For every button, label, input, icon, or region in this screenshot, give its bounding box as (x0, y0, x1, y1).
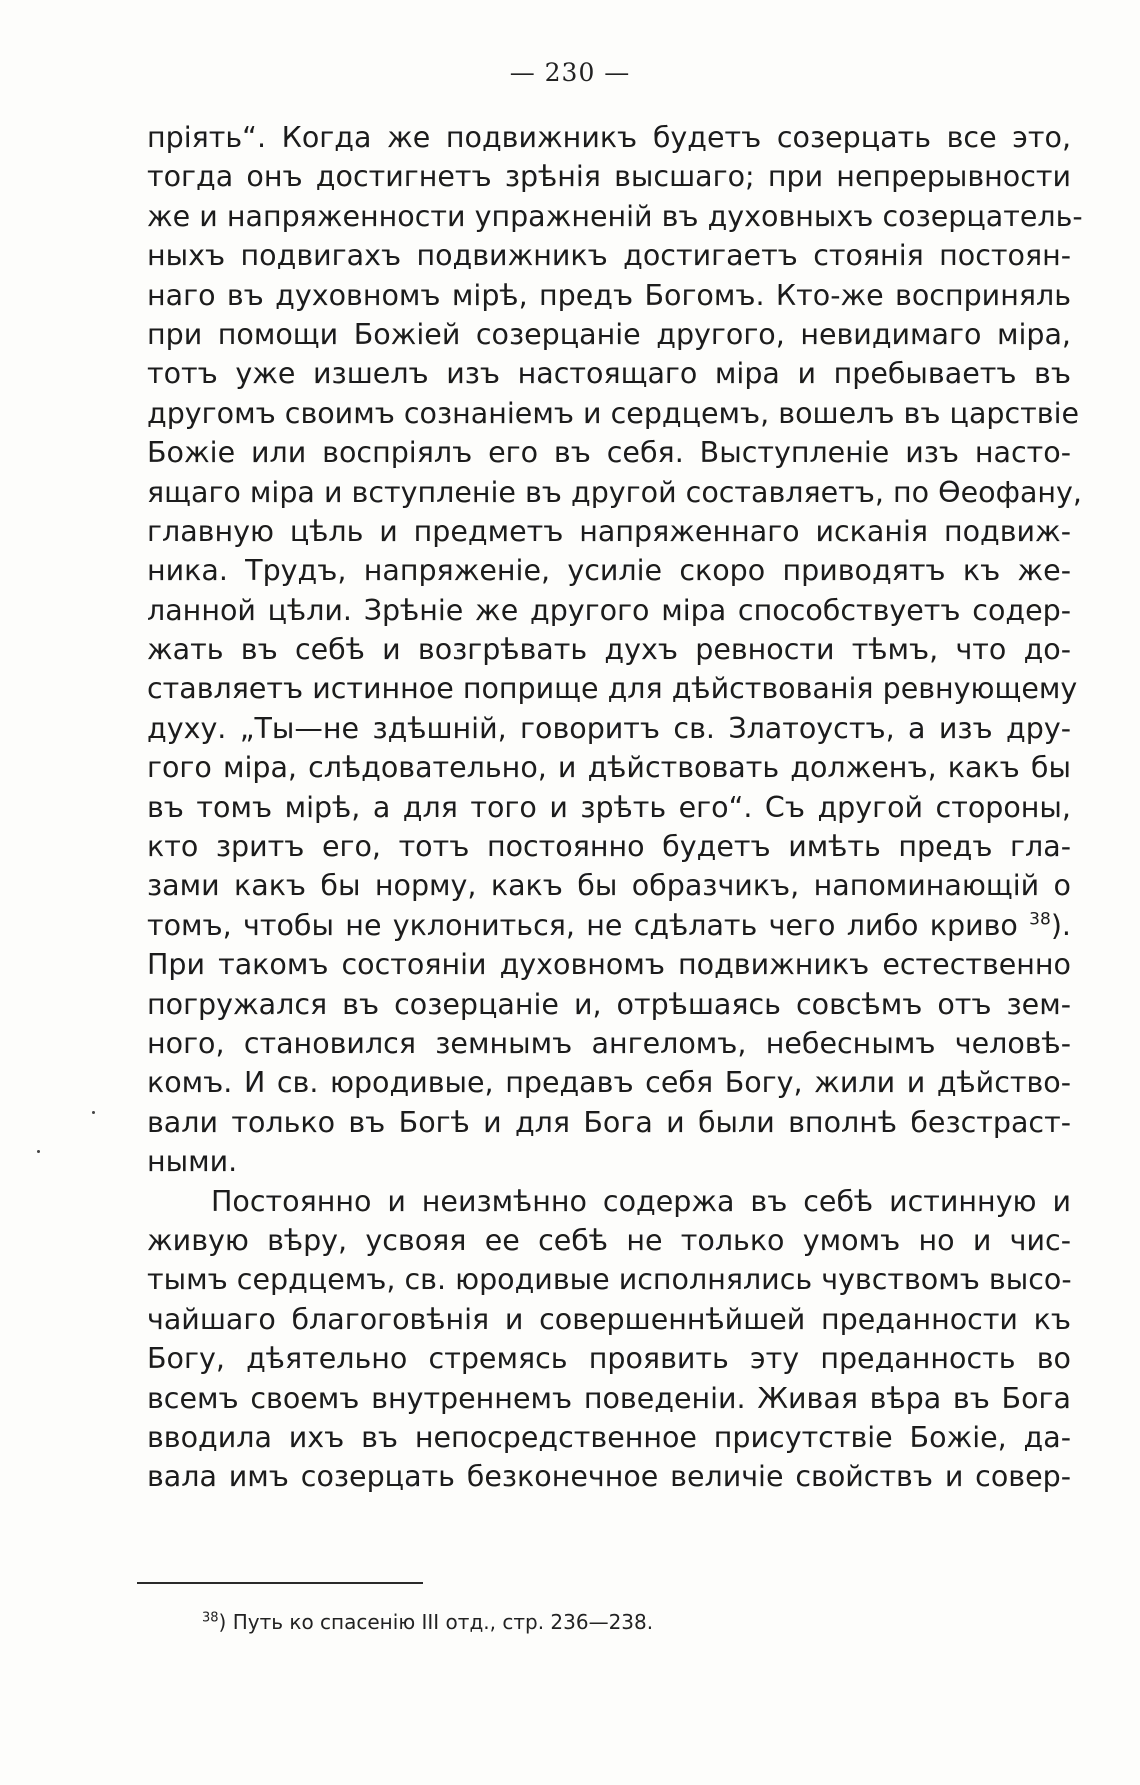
scan-speck (37, 1150, 40, 1153)
text-line: ящаго міра и вступленіе въ другой составляетъ, по Ѳеофану, (147, 475, 1082, 509)
text-line: наго въ духовномъ мірѣ, предъ Богомъ. Кто-же восприняль (147, 278, 1071, 312)
text-line-with-footnote-ref (147, 906, 1071, 945)
footnote (202, 1610, 653, 1634)
text-line: ныхъ подвигахъ подвижникъ достигаетъ стоянія постоян- (147, 239, 1071, 273)
text-line: комъ. И св. юродивые, предавъ себя Богу, жили и дѣйство- (147, 1066, 1071, 1100)
text-line: пріять“. Когда же подвижникъ будетъ созерцать все это, (147, 121, 1071, 154)
text-line: ланной цѣли. Зрѣніе же другого міра способствуетъ содер- (147, 593, 1071, 627)
text-line: главную цѣль и предметъ напряженнаго исканія подвиж- (147, 514, 1071, 548)
text-line: томъ, чтобы не уклониться, не сдѣлать чего либо криво (147, 908, 1018, 942)
paragraph-start-line: Постоянно и неизмѣнно содержа въ себѣ истинную и (211, 1184, 1071, 1218)
text-line: При такомъ состояніи духовномъ подвижникъ естественно (147, 948, 1071, 982)
text-line: тымъ сердцемъ, св. юродивые исполнялись чувствомъ высо- (147, 1263, 1072, 1297)
footnote-reference: 38 (1029, 909, 1051, 930)
text-line: зами какъ бы норму, какъ бы образчикъ, напоминающій о (147, 869, 1071, 903)
text-line: въ томъ мірѣ, а для того и зрѣть его“. Съ другой стороны, (147, 790, 1071, 824)
text-line: ставляетъ истинное поприще для дѣйствованія ревнующему (147, 672, 1078, 706)
footnote-divider (137, 1582, 423, 1584)
page-number: — 230 — (509, 58, 631, 87)
text-line: чайшаго благоговѣнія и совершеннѣйшей преданности къ (147, 1302, 1071, 1336)
text-line: же и напряженности упражненій въ духовныхъ созерцатель- (147, 199, 1083, 233)
text-line: ника. Трудъ, напряженіе, усиліе скоро приводятъ къ же- (147, 554, 1071, 588)
text-line: ного, становился земнымъ ангеломъ, небеснымъ человѣ- (147, 1026, 1071, 1060)
text-line: жать въ себѣ и возгрѣвать духъ ревности тѣмъ, что до- (147, 633, 1071, 667)
paragraph-end-line: ными. (147, 1145, 238, 1179)
footnote-text: ) Путь ко спасенію III отд., стр. 236—238. (218, 1610, 654, 1634)
text-line: Богу, дѣятельно стремясь проявить эту преданность во (147, 1342, 1071, 1376)
text-line: вводила ихъ въ непосредственное присутствіе Божіе, да- (147, 1420, 1071, 1454)
footnote-marker: 38 (202, 1610, 219, 1626)
text-line: живую вѣру, усвояя ее себѣ не только умомъ но и чис- (147, 1223, 1071, 1257)
text-line: всемъ своемъ внутреннемъ поведеніи. Живая вѣра въ Бога (147, 1381, 1071, 1415)
text-line: Божіе или воспріялъ его въ себя. Выступленіе изъ насто- (147, 436, 1071, 470)
scan-speck (92, 1111, 95, 1114)
text-line: при помощи Божіей созерцаніе другого, невидимаго міра, (147, 317, 1071, 351)
footnote-reference-tail: ). (1050, 908, 1071, 942)
text-line: вали только въ Богѣ и для Бога и были вполнѣ безстраст- (147, 1105, 1071, 1139)
main-text (147, 118, 1083, 1497)
text-line: гого міра, слѣдовательно, и дѣйствовать долженъ, какъ бы (147, 751, 1071, 785)
text-line: другомъ своимъ сознаніемъ и сердцемъ, вошелъ въ царствіе (147, 396, 1080, 430)
text-line: кто зритъ его, тотъ постоянно будетъ имѣть предъ гла- (147, 830, 1071, 864)
text-line: тотъ уже изшелъ изъ настоящаго міра и пребываетъ въ (147, 357, 1071, 391)
text-line: вала имъ созерцать безконечное величіе свойствъ и совер- (147, 1460, 1071, 1494)
text-line: погружался въ созерцаніе и, отрѣшаясь совсѣмъ отъ зем- (147, 987, 1071, 1021)
text-line: тогда онъ достигнетъ зрѣнія высшаго; при непрерывности (147, 160, 1071, 194)
text-line: духу. „Ты—не здѣшній, говоритъ св. Златоустъ, а изъ дру- (147, 711, 1071, 745)
